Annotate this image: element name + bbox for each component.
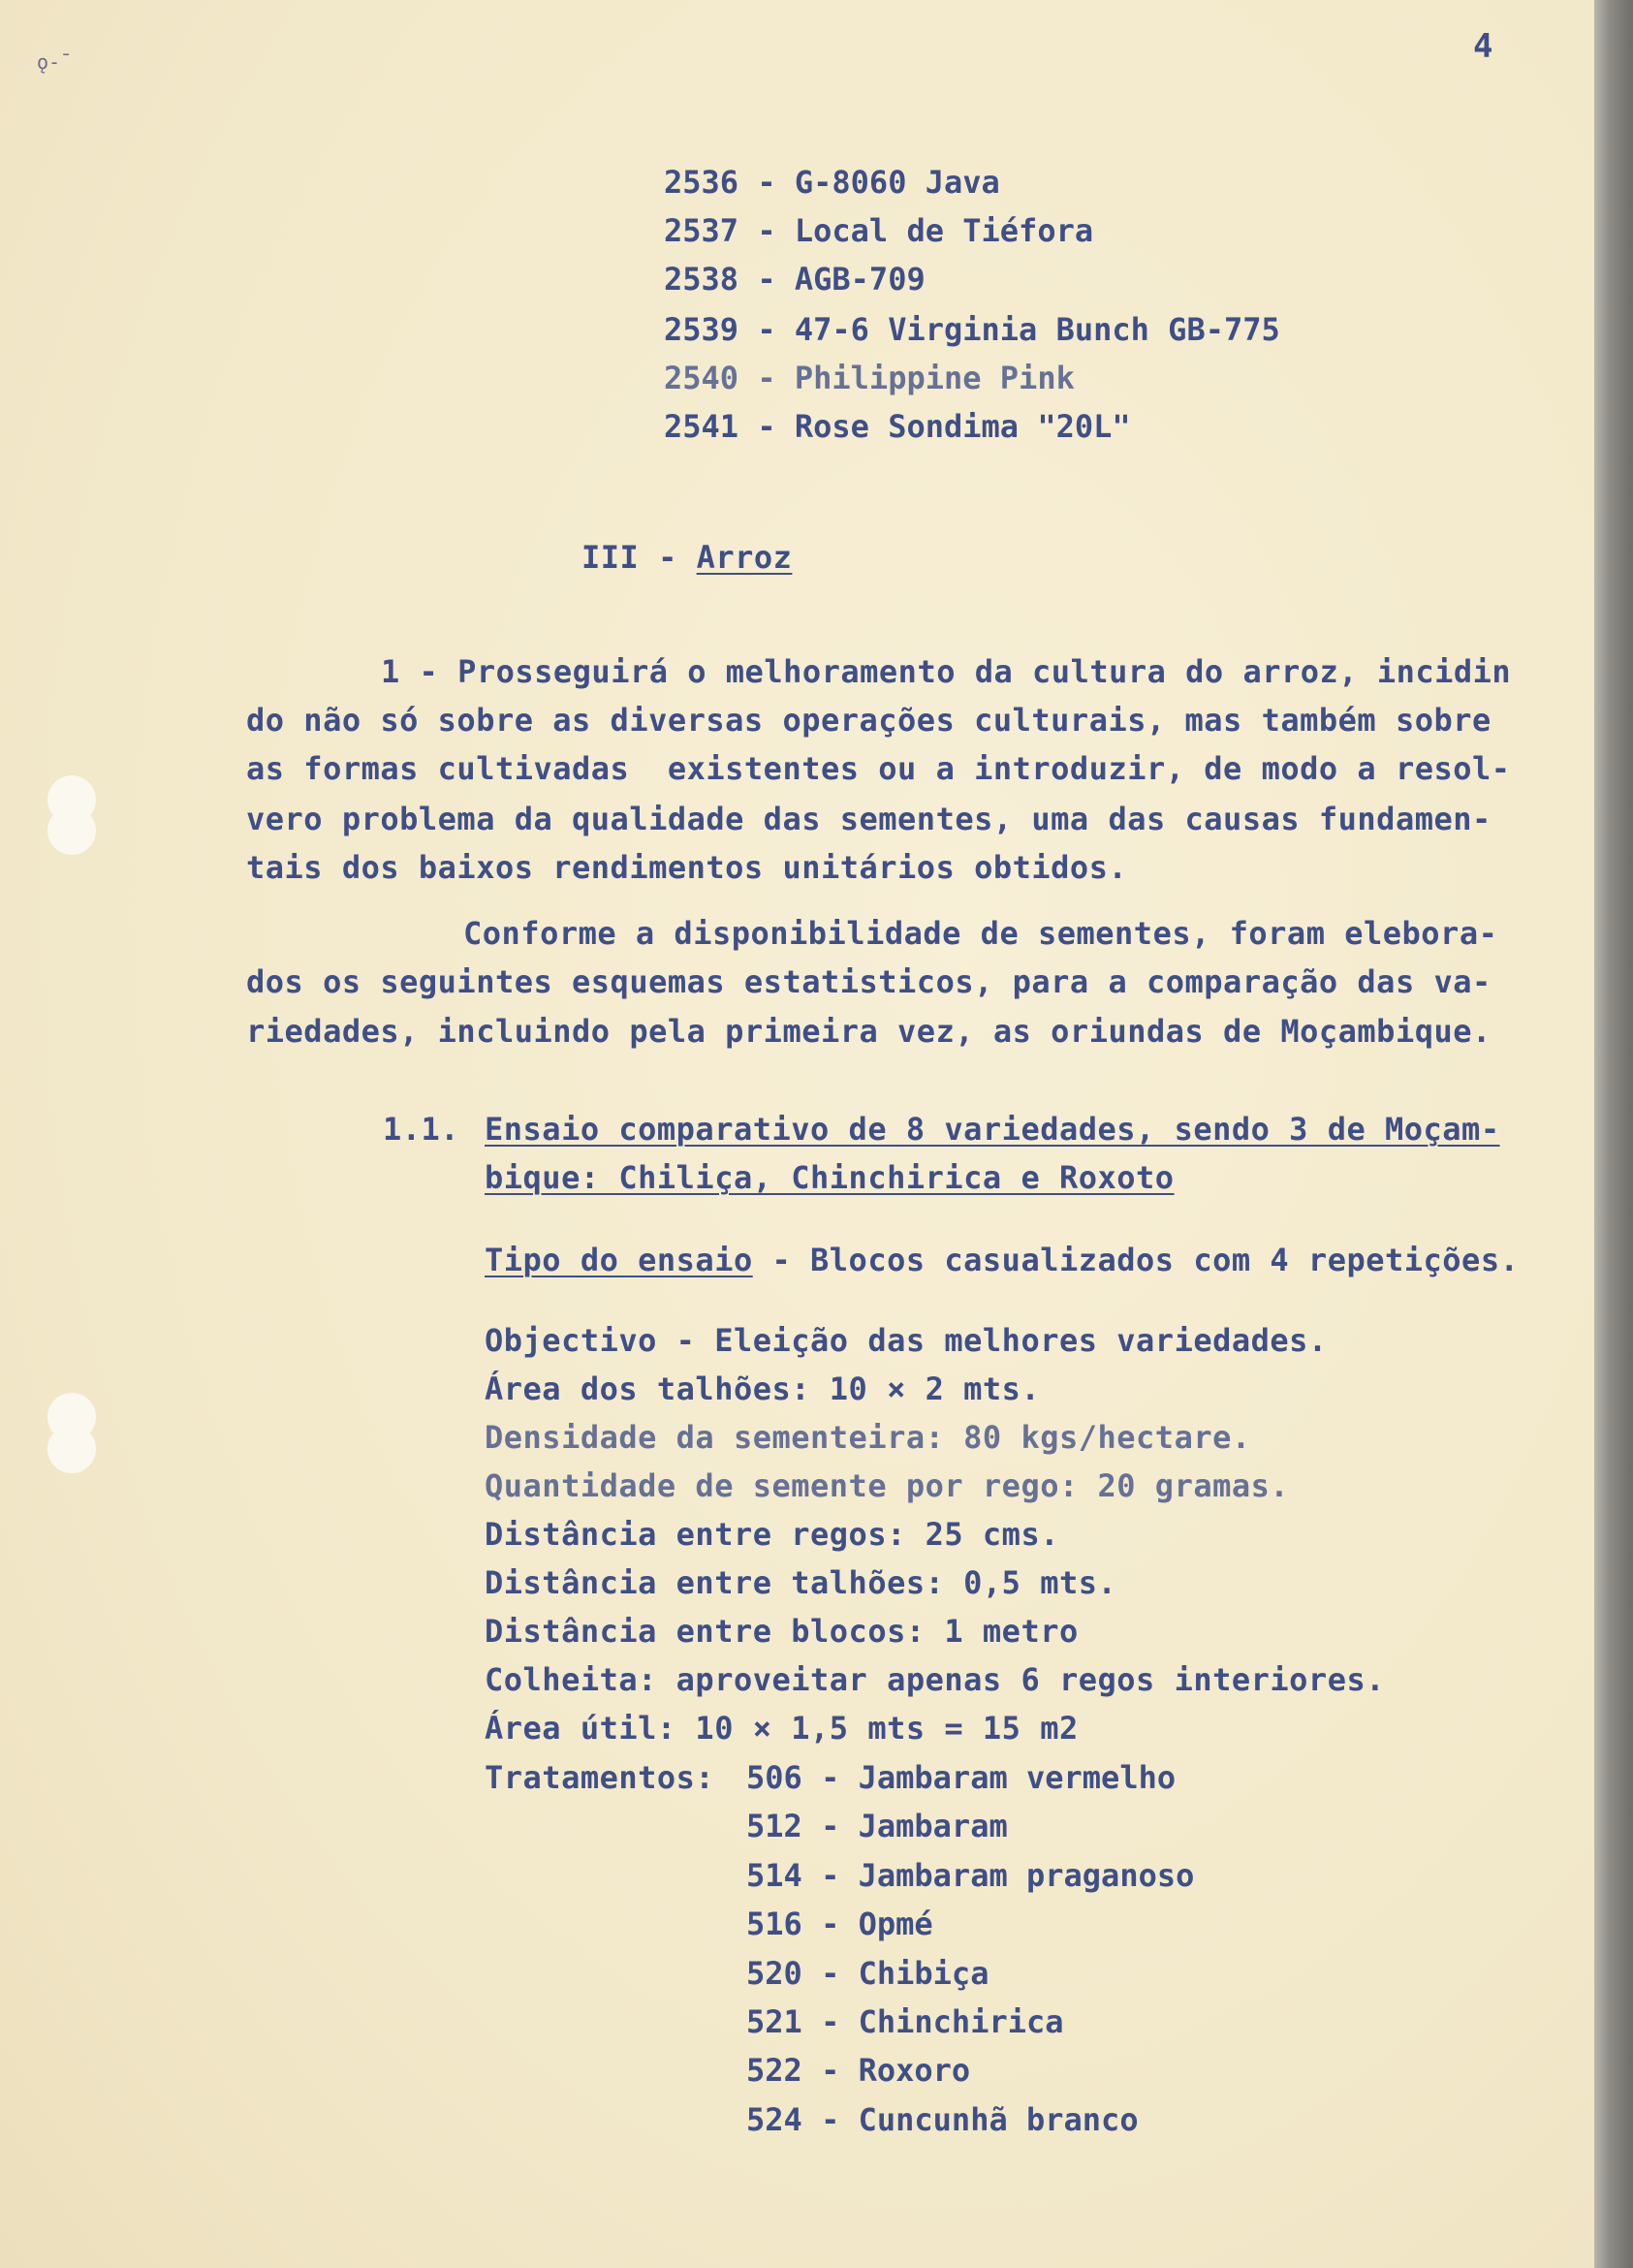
detail-line: Objectivo - Eleição das melhores variedades. (485, 1322, 1328, 1359)
treatment-row: 524 - Cuncunhã branco (746, 2101, 1139, 2138)
variety-code: 2541 (664, 408, 739, 445)
treatment-row: 506 - Jambaram vermelho (746, 1759, 1177, 1796)
paragraph-line: vero problema da qualidade das sementes, uma das causas fundamen- (246, 801, 1492, 837)
paragraph-line: dos os seguintes esquemas estatisticos, para a comparação das va- (246, 963, 1492, 1000)
variety-code: 2536 (664, 164, 739, 201)
variety-name: G-8060 Java (794, 164, 1000, 201)
paragraph-line: do não só sobre as diversas operações culturais, mas também sobre (246, 702, 1492, 739)
variety-code: 2538 (664, 261, 739, 298)
treatment-name: Jambaram praganoso (858, 1857, 1195, 1894)
treatment-name: Jambaram vermelho (858, 1759, 1177, 1796)
variety-row: 2539 - 47-6 Virginia Bunch GB-775 (664, 311, 1280, 348)
variety-name: Rose Sondima "20L" (794, 408, 1131, 445)
treatment-row: 520 - Chibiça (746, 1955, 989, 1992)
section-title: Arroz (696, 539, 793, 576)
detail-line: Distância entre talhões: 0,5 mts. (485, 1564, 1117, 1601)
treatment-code: 524 (746, 2101, 802, 2138)
subsection-title-line: bique: Chiliça, Chinchirica e Roxoto (485, 1159, 1175, 1196)
treatment-code: 516 (746, 1906, 802, 1942)
trial-type-label: Tipo do ensaio (485, 1242, 753, 1278)
section-number: III (581, 539, 640, 576)
variety-row: 2536 - G-8060 Java (664, 164, 1000, 201)
detail-line: Área útil: 10 × 1,5 mts = 15 m2 (485, 1710, 1079, 1747)
detail-line: Quantidade de semente por rego: 20 gramas. (485, 1467, 1290, 1504)
scan-background-edge (1594, 0, 1633, 2268)
trial-type (485, 1241, 1519, 1279)
variety-code: 2540 (664, 360, 739, 396)
treatments-label: Tratamentos: (485, 1759, 715, 1796)
punch-hole-top-lower (47, 806, 96, 855)
paragraph-line: tais dos baixos rendimentos unitários obtidos. (246, 849, 1128, 886)
treatment-row: 521 - Chinchirica (746, 2003, 1064, 2040)
subsection-number: 1.1. (383, 1111, 460, 1148)
treatment-code: 520 (746, 1955, 802, 1992)
page-number: 4 (1473, 27, 1493, 66)
treatment-code: 514 (746, 1857, 802, 1894)
treatment-name: Chibiça (858, 1955, 989, 1992)
treatment-code: 512 (746, 1808, 802, 1844)
treatment-row: 514 - Jambaram praganoso (746, 1857, 1195, 1894)
variety-row: 2541 - Rose Sondima "20L" (664, 408, 1131, 445)
treatment-name: Opmé (858, 1906, 933, 1942)
detail-line: Distância entre regos: 25 cms. (485, 1516, 1059, 1553)
paragraph-line: as formas cultivadas existentes ou a introduzir, de modo a resol- (246, 750, 1511, 787)
paragraph-line: Conforme a disponibilidade de sementes, foram elebora- (463, 915, 1498, 952)
punch-hole-bottom-lower (47, 1425, 96, 1473)
treatment-code: 506 (746, 1759, 802, 1796)
variety-name: AGB-709 (794, 261, 926, 298)
variety-row: 2537 - Local de Tiéfora (664, 212, 1094, 249)
treatment-name: Jambaram (858, 1808, 1008, 1844)
detail-line: Densidade da sementeira: 80 kgs/hectare. (485, 1419, 1251, 1456)
paragraph-line: riedades, incluindo pela primeira vez, as oriundas de Moçambique. (246, 1013, 1492, 1050)
variety-code: 2537 (664, 212, 739, 249)
detail-line: Área dos talhões: 10 × 2 mts. (485, 1370, 1041, 1407)
margin-mark: ǫ-¯ (37, 50, 73, 74)
variety-name: Local de Tiéfora (794, 212, 1094, 249)
treatment-name: Roxoro (858, 2052, 971, 2089)
variety-row: 2540 - Philippine Pink (664, 360, 1075, 396)
detail-line: Distância entre blocos: 1 metro (485, 1613, 1079, 1650)
treatment-code: 522 (746, 2052, 802, 2089)
variety-row: 2538 - AGB-709 (664, 261, 926, 298)
trial-type-value: - Blocos casualizados com 4 repetições. (752, 1242, 1520, 1278)
treatment-name: Chinchirica (858, 2003, 1064, 2040)
treatment-name: Cuncunhã branco (858, 2101, 1139, 2138)
treatment-row: 516 - Opmé (746, 1906, 933, 1942)
treatment-code: 521 (746, 2003, 802, 2040)
variety-name: 47-6 Virginia Bunch GB-775 (794, 311, 1280, 348)
variety-name: Philippine Pink (794, 360, 1075, 396)
subsection-title-line: Ensaio comparativo de 8 variedades, sendo 3 de Moçam- (485, 1111, 1500, 1148)
paragraph-line: 1 - Prosseguirá o melhoramento da cultura do arroz, incidin (381, 653, 1512, 690)
section-heading: III - Arroz (581, 539, 793, 576)
treatment-row: 512 - Jambaram (746, 1808, 1008, 1844)
detail-line: Colheita: aproveitar apenas 6 regos interiores. (485, 1661, 1385, 1698)
treatment-row: 522 - Roxoro (746, 2052, 971, 2089)
variety-code: 2539 (664, 311, 739, 348)
